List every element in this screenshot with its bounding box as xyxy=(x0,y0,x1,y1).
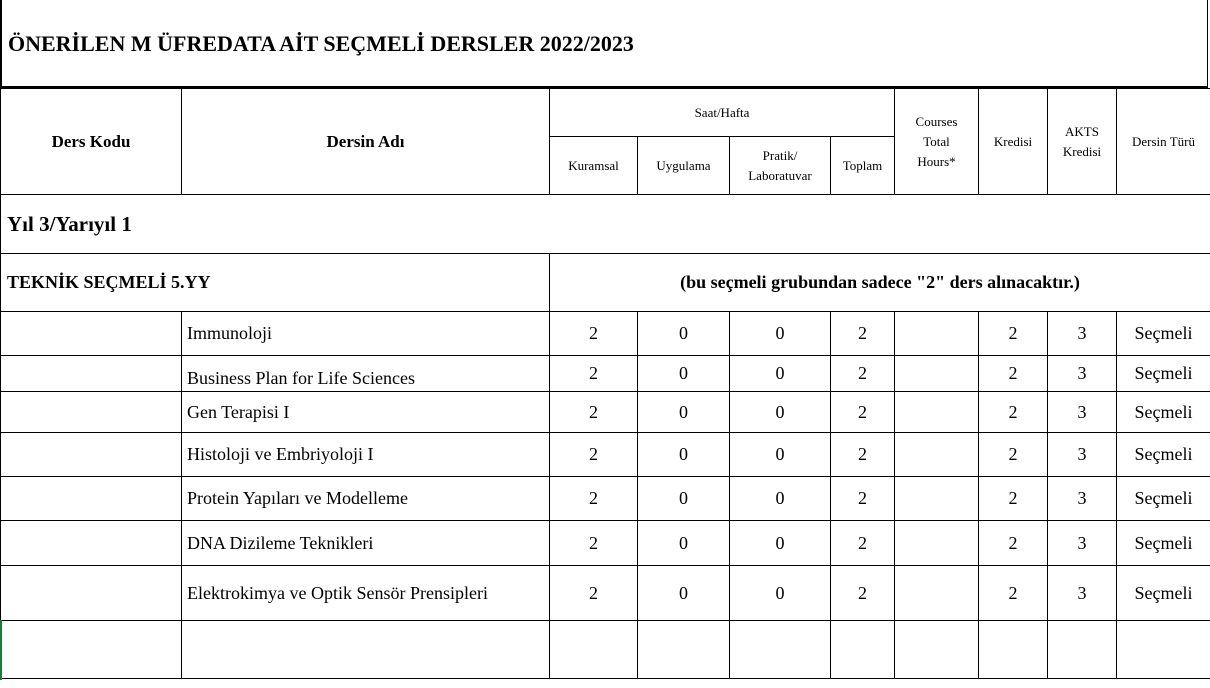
pratik-cell: 0 xyxy=(730,477,831,521)
kredi-cell: 2 xyxy=(979,477,1048,521)
course-code-cell xyxy=(1,477,182,521)
total-hours-cell xyxy=(895,356,979,392)
uygulama-cell: 0 xyxy=(638,433,730,477)
table-row xyxy=(1,477,1210,521)
curriculum-table xyxy=(0,88,1210,679)
empty-cell xyxy=(638,621,730,679)
course-code-cell xyxy=(1,392,182,433)
header-akts-line2: Kredisi xyxy=(1062,143,1102,159)
toplam-cell: 2 xyxy=(831,356,895,392)
header-uygulama: Uygulama xyxy=(638,137,730,195)
table-row xyxy=(1,433,1210,477)
selection-edge-marker xyxy=(0,620,2,680)
akts-cell: 3 xyxy=(1048,356,1117,392)
course-code-cell xyxy=(1,312,182,356)
kuramsal-cell: 2 xyxy=(550,477,638,521)
total-hours-cell xyxy=(895,477,979,521)
empty-cell xyxy=(1117,621,1210,679)
header-courses-line3: Hours* xyxy=(917,153,956,169)
group-note: (bu seçmeli grubundan sadece "2" ders alınacaktır.) xyxy=(550,254,1210,312)
course-code-cell xyxy=(1,433,182,477)
kuramsal-cell: 2 xyxy=(550,356,638,392)
kredi-cell: 2 xyxy=(979,356,1048,392)
header-dersin-adi: Dersin Adı xyxy=(182,89,550,195)
course-name-cell: Gen Terapisi I xyxy=(182,392,550,433)
toplam-cell: 2 xyxy=(831,433,895,477)
kredi-cell: 2 xyxy=(979,521,1048,566)
akts-cell: 3 xyxy=(1048,433,1117,477)
header-courses-total-hours xyxy=(895,89,979,195)
akts-cell: 3 xyxy=(1048,312,1117,356)
dersin-turu-cell: Seçmeli xyxy=(1117,392,1210,433)
course-name-cell: Histoloji ve Embriyoloji I xyxy=(182,433,550,477)
table-row xyxy=(1,392,1210,433)
dersin-turu-cell: Seçmeli xyxy=(1117,521,1210,566)
uygulama-cell: 0 xyxy=(638,356,730,392)
kuramsal-cell: 2 xyxy=(550,312,638,356)
empty-cell xyxy=(550,621,638,679)
course-name-cell: Business Plan for Life Sciences xyxy=(182,356,550,392)
header-pratik-line1: Pratik/ xyxy=(762,147,798,163)
header-toplam: Toplam xyxy=(831,137,895,195)
uygulama-cell: 0 xyxy=(638,392,730,433)
course-name-cell: Elektrokimya ve Optik Sensör Prensipleri xyxy=(182,566,550,621)
empty-cell xyxy=(182,621,550,679)
toplam-cell: 2 xyxy=(831,477,895,521)
empty-cell xyxy=(831,621,895,679)
kredi-cell: 2 xyxy=(979,312,1048,356)
kredi-cell: 2 xyxy=(979,566,1048,621)
header-courses-line1: Courses xyxy=(915,113,958,129)
uygulama-cell: 0 xyxy=(638,312,730,356)
kredi-cell: 2 xyxy=(979,433,1048,477)
header-saat-hafta: Saat/Hafta xyxy=(550,89,895,137)
course-code-cell xyxy=(1,521,182,566)
total-hours-cell xyxy=(895,392,979,433)
header-akts-line1: AKTS xyxy=(1065,123,1099,139)
table-row xyxy=(1,566,1210,621)
header-dersin-turu: Dersin Türü xyxy=(1117,89,1210,195)
empty-row xyxy=(1,621,1210,679)
akts-cell: 3 xyxy=(1048,392,1117,433)
akts-cell: 3 xyxy=(1048,566,1117,621)
pratik-cell: 0 xyxy=(730,521,831,566)
title-row xyxy=(0,0,1208,88)
toplam-cell: 2 xyxy=(831,312,895,356)
kuramsal-cell: 2 xyxy=(550,521,638,566)
pratik-cell: 0 xyxy=(730,392,831,433)
group-name: TEKNİK SEÇMELİ 5.YY xyxy=(1,254,550,312)
toplam-cell: 2 xyxy=(831,392,895,433)
header-pratik-line2: Laboratuvar xyxy=(748,167,812,183)
total-hours-cell xyxy=(895,521,979,566)
course-name-cell: DNA Dizileme Teknikleri xyxy=(182,521,550,566)
empty-cell xyxy=(1048,621,1117,679)
course-code-cell xyxy=(1,356,182,392)
header-kuramsal: Kuramsal xyxy=(550,137,638,195)
empty-cell xyxy=(979,621,1048,679)
pratik-cell: 0 xyxy=(730,433,831,477)
kuramsal-cell: 2 xyxy=(550,392,638,433)
toplam-cell: 2 xyxy=(831,521,895,566)
akts-cell: 3 xyxy=(1048,521,1117,566)
empty-cell xyxy=(895,621,979,679)
dersin-turu-cell: Seçmeli xyxy=(1117,566,1210,621)
kuramsal-cell: 2 xyxy=(550,433,638,477)
page-title: ÖNERİLEN M ÜFREDATA AİT SEÇMELİ DERSLER 2022/2023 xyxy=(8,31,634,56)
dersin-turu-cell: Seçmeli xyxy=(1117,312,1210,356)
kuramsal-cell: 2 xyxy=(550,566,638,621)
dersin-turu-cell: Seçmeli xyxy=(1117,433,1210,477)
uygulama-cell: 0 xyxy=(638,566,730,621)
total-hours-cell xyxy=(895,433,979,477)
pratik-cell: 0 xyxy=(730,566,831,621)
header-courses-line2: Total xyxy=(923,133,950,149)
course-name-cell: Immunoloji xyxy=(182,312,550,356)
dersin-turu-cell: Seçmeli xyxy=(1117,477,1210,521)
header-akts-kredisi xyxy=(1048,89,1117,195)
total-hours-cell xyxy=(895,566,979,621)
course-code-cell xyxy=(1,566,182,621)
dersin-turu-cell: Seçmeli xyxy=(1117,356,1210,392)
table-row xyxy=(1,521,1210,566)
table-row xyxy=(1,312,1210,356)
year-semester-label: Yıl 3/Yarıyıl 1 xyxy=(1,195,1210,254)
empty-cell xyxy=(1,621,182,679)
table-row xyxy=(1,356,1210,392)
empty-cell xyxy=(730,621,831,679)
pratik-cell: 0 xyxy=(730,312,831,356)
header-pratik-laboratuvar xyxy=(730,137,831,195)
header-kredisi: Kredisi xyxy=(979,89,1048,195)
header-ders-kodu: Ders Kodu xyxy=(1,89,182,195)
uygulama-cell: 0 xyxy=(638,477,730,521)
pratik-cell: 0 xyxy=(730,356,831,392)
toplam-cell: 2 xyxy=(831,566,895,621)
course-name-cell: Protein Yapıları ve Modelleme xyxy=(182,477,550,521)
uygulama-cell: 0 xyxy=(638,521,730,566)
total-hours-cell xyxy=(895,312,979,356)
kredi-cell: 2 xyxy=(979,392,1048,433)
akts-cell: 3 xyxy=(1048,477,1117,521)
